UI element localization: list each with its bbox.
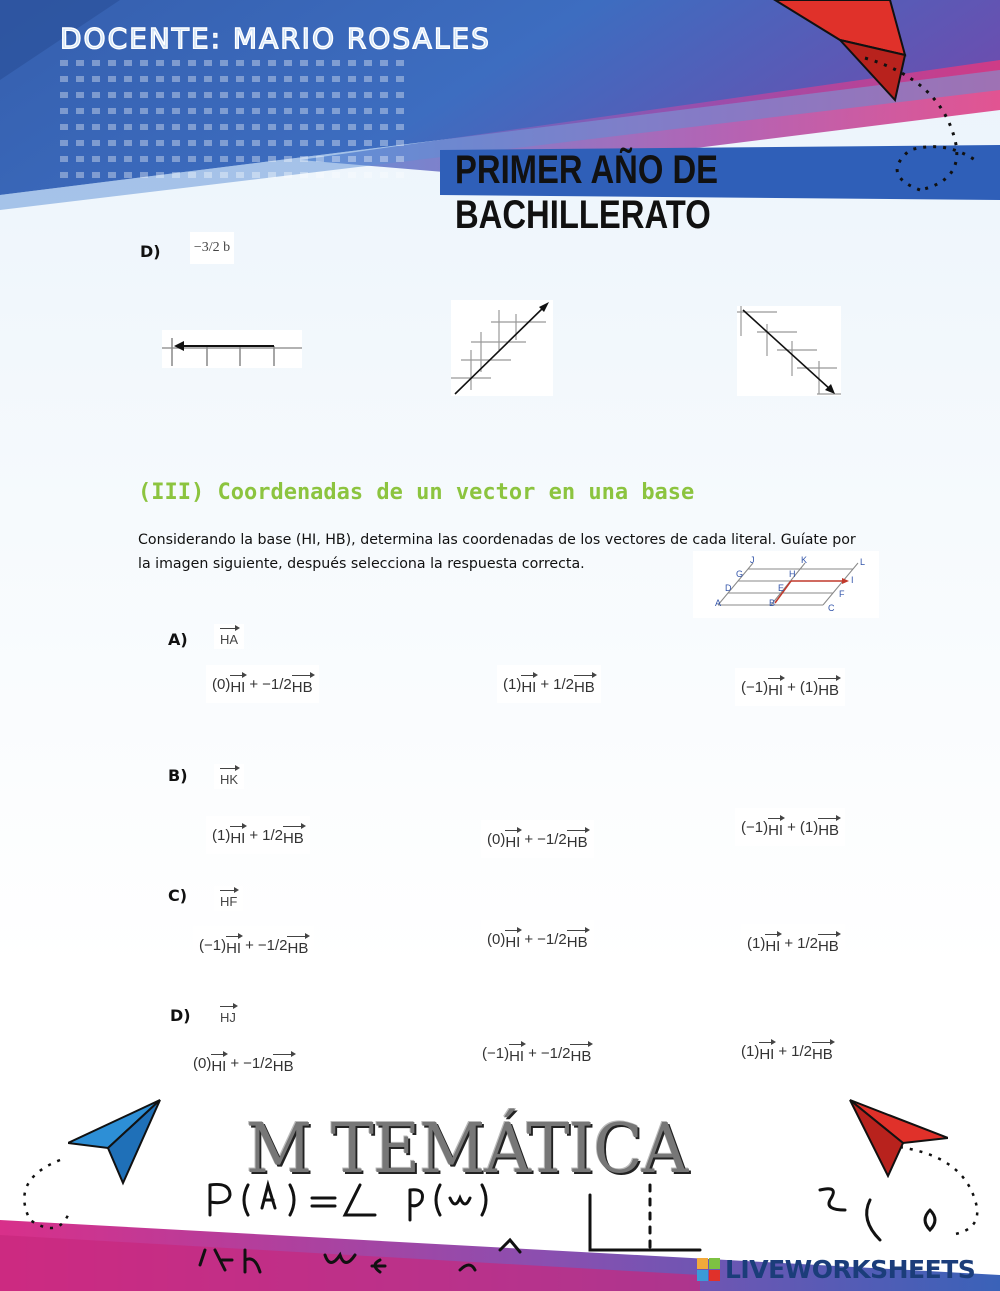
basis-vector: HB <box>818 816 839 839</box>
basis-vector: HI <box>765 932 780 955</box>
coefficient: (1) <box>741 1042 760 1060</box>
footer-banner-text: M TEMÁTICA <box>246 1110 688 1189</box>
red-paper-plane-icon-small <box>848 1098 948 1178</box>
point-label: C <box>828 603 835 613</box>
answer-option[interactable] <box>481 920 594 958</box>
coefficient: (0) <box>212 675 231 693</box>
prev-question-label: D) <box>140 242 161 261</box>
basis-vector: HI <box>230 673 245 696</box>
brand-logo-icon <box>697 1258 721 1282</box>
point-label: L <box>860 557 866 567</box>
answer-option[interactable] <box>193 926 314 964</box>
answer-option[interactable] <box>206 816 310 854</box>
coefficient: (0) <box>487 930 506 948</box>
point-label: F <box>839 589 845 599</box>
basis-vector: HB <box>567 928 588 951</box>
answer-option[interactable] <box>735 808 845 846</box>
coefficient: (0) <box>487 830 506 848</box>
basis-vector: HI <box>505 928 520 951</box>
basis-vector: HB <box>292 673 313 696</box>
level-title: PRIMER AÑO DE BACHILLERATO <box>455 148 719 237</box>
plus-sign: + <box>245 936 254 954</box>
basis-vector: HI <box>759 1040 774 1063</box>
coefficient: (0) <box>193 1054 212 1072</box>
question-label: C) <box>168 886 188 905</box>
basis-vector: HB <box>818 932 839 955</box>
answer-option[interactable] <box>735 668 845 706</box>
section-title: (III) Coordenadas de un vector en una base <box>138 480 695 505</box>
header-dot-grid <box>60 60 420 190</box>
basis-vector: HB <box>283 824 304 847</box>
coefficient: (1) <box>212 826 231 844</box>
prev-question-expression: −3/2 b <box>190 232 234 264</box>
coefficient: (−1) <box>741 818 769 836</box>
plus-sign: + <box>787 678 796 696</box>
answer-option[interactable] <box>481 820 594 858</box>
coefficient: (1) <box>503 675 522 693</box>
answer-option[interactable] <box>497 665 601 703</box>
brand-name: LIVEWORKSHEETS <box>725 1255 976 1284</box>
basis-vector: HI <box>509 1042 524 1065</box>
plus-sign: + <box>249 826 259 844</box>
plus-sign: + <box>230 1054 240 1072</box>
basis-vector: HI <box>230 824 245 847</box>
point-label: E <box>778 583 785 593</box>
point-label: A <box>715 598 722 608</box>
vector-name: HF <box>220 888 237 909</box>
option-image-diagonal-up-vector[interactable] <box>451 300 553 396</box>
point-label: J <box>750 555 755 565</box>
point-label: G <box>736 569 744 579</box>
section-instructions: Considerando la base (HI, HB), determina las coordenadas de los vectores de cada literal. Guíate por la imagen siguiente, después selecciona la respuesta correcta. <box>138 532 856 572</box>
point-label: D <box>725 583 732 593</box>
basis-vector: HI <box>768 816 783 839</box>
basis-vector: HB <box>287 934 308 957</box>
plus-sign: + <box>524 930 534 948</box>
point-label: B <box>769 598 776 608</box>
option-image-horizontal-vector[interactable] <box>162 330 302 368</box>
plus-sign: + <box>528 1044 537 1062</box>
coefficient: −1/2 <box>540 1044 571 1062</box>
point-label: I <box>851 575 854 585</box>
coefficient: 1/2 <box>791 1042 812 1060</box>
coefficient: −1/2 <box>262 675 292 693</box>
basis-vector: HB <box>574 673 595 696</box>
basis-vector: HI <box>521 673 536 696</box>
question-vector <box>214 764 244 789</box>
coefficient: 1/2 <box>262 826 283 844</box>
coefficient: (1) <box>747 934 766 952</box>
point-label: K <box>801 555 808 565</box>
basis-vector: HI <box>768 676 783 699</box>
coefficient: 1/2 <box>797 934 818 952</box>
basis-vector: HB <box>273 1052 294 1075</box>
coefficient: −1/2 <box>243 1054 273 1072</box>
base-reference-figure <box>693 551 879 618</box>
plus-sign: + <box>778 1042 788 1060</box>
vector-name: HJ <box>220 1004 236 1025</box>
basis-vector: HB <box>812 1040 833 1063</box>
answer-option[interactable] <box>735 1032 839 1070</box>
coefficient: −1/2 <box>537 830 567 848</box>
answer-option[interactable] <box>741 924 845 962</box>
plus-sign: + <box>249 675 259 693</box>
option-image-diagonal-down-vector[interactable] <box>737 306 841 396</box>
basis-vector: HB <box>570 1042 591 1065</box>
basis-vector: HI <box>226 934 241 957</box>
basis-vector: HB <box>567 828 588 851</box>
basis-vector: HB <box>818 676 839 699</box>
coefficient: −1/2 <box>537 930 567 948</box>
plus-sign: + <box>784 934 794 952</box>
point-label: H <box>789 569 796 579</box>
plus-sign: + <box>540 675 550 693</box>
question-vector <box>214 886 243 911</box>
question-label: A) <box>168 630 188 649</box>
answer-option[interactable] <box>187 1044 300 1082</box>
coefficient: (−1) <box>199 936 227 954</box>
vector-name: HA <box>220 626 238 647</box>
plus-sign: + <box>787 818 796 836</box>
question-vector <box>214 1002 242 1027</box>
question-label: D) <box>170 1006 191 1025</box>
answer-option[interactable] <box>476 1034 597 1072</box>
coefficient: (1) <box>799 818 819 836</box>
basis-vector: HI <box>505 828 520 851</box>
basis-vector: HI <box>211 1052 226 1075</box>
teacher-name: DOCENTE: MARIO ROSALES <box>60 22 491 55</box>
question-label: B) <box>168 766 188 785</box>
answer-option[interactable] <box>206 665 319 703</box>
question-vector <box>214 624 244 649</box>
coefficient: −1/2 <box>257 936 288 954</box>
coefficient: 1/2 <box>553 675 574 693</box>
coefficient: (1) <box>799 678 819 696</box>
coefficient: (−1) <box>741 678 769 696</box>
vector-name: HK <box>220 766 238 787</box>
blue-paper-plane-icon <box>68 1098 168 1188</box>
coefficient: (−1) <box>482 1044 510 1062</box>
plus-sign: + <box>524 830 534 848</box>
